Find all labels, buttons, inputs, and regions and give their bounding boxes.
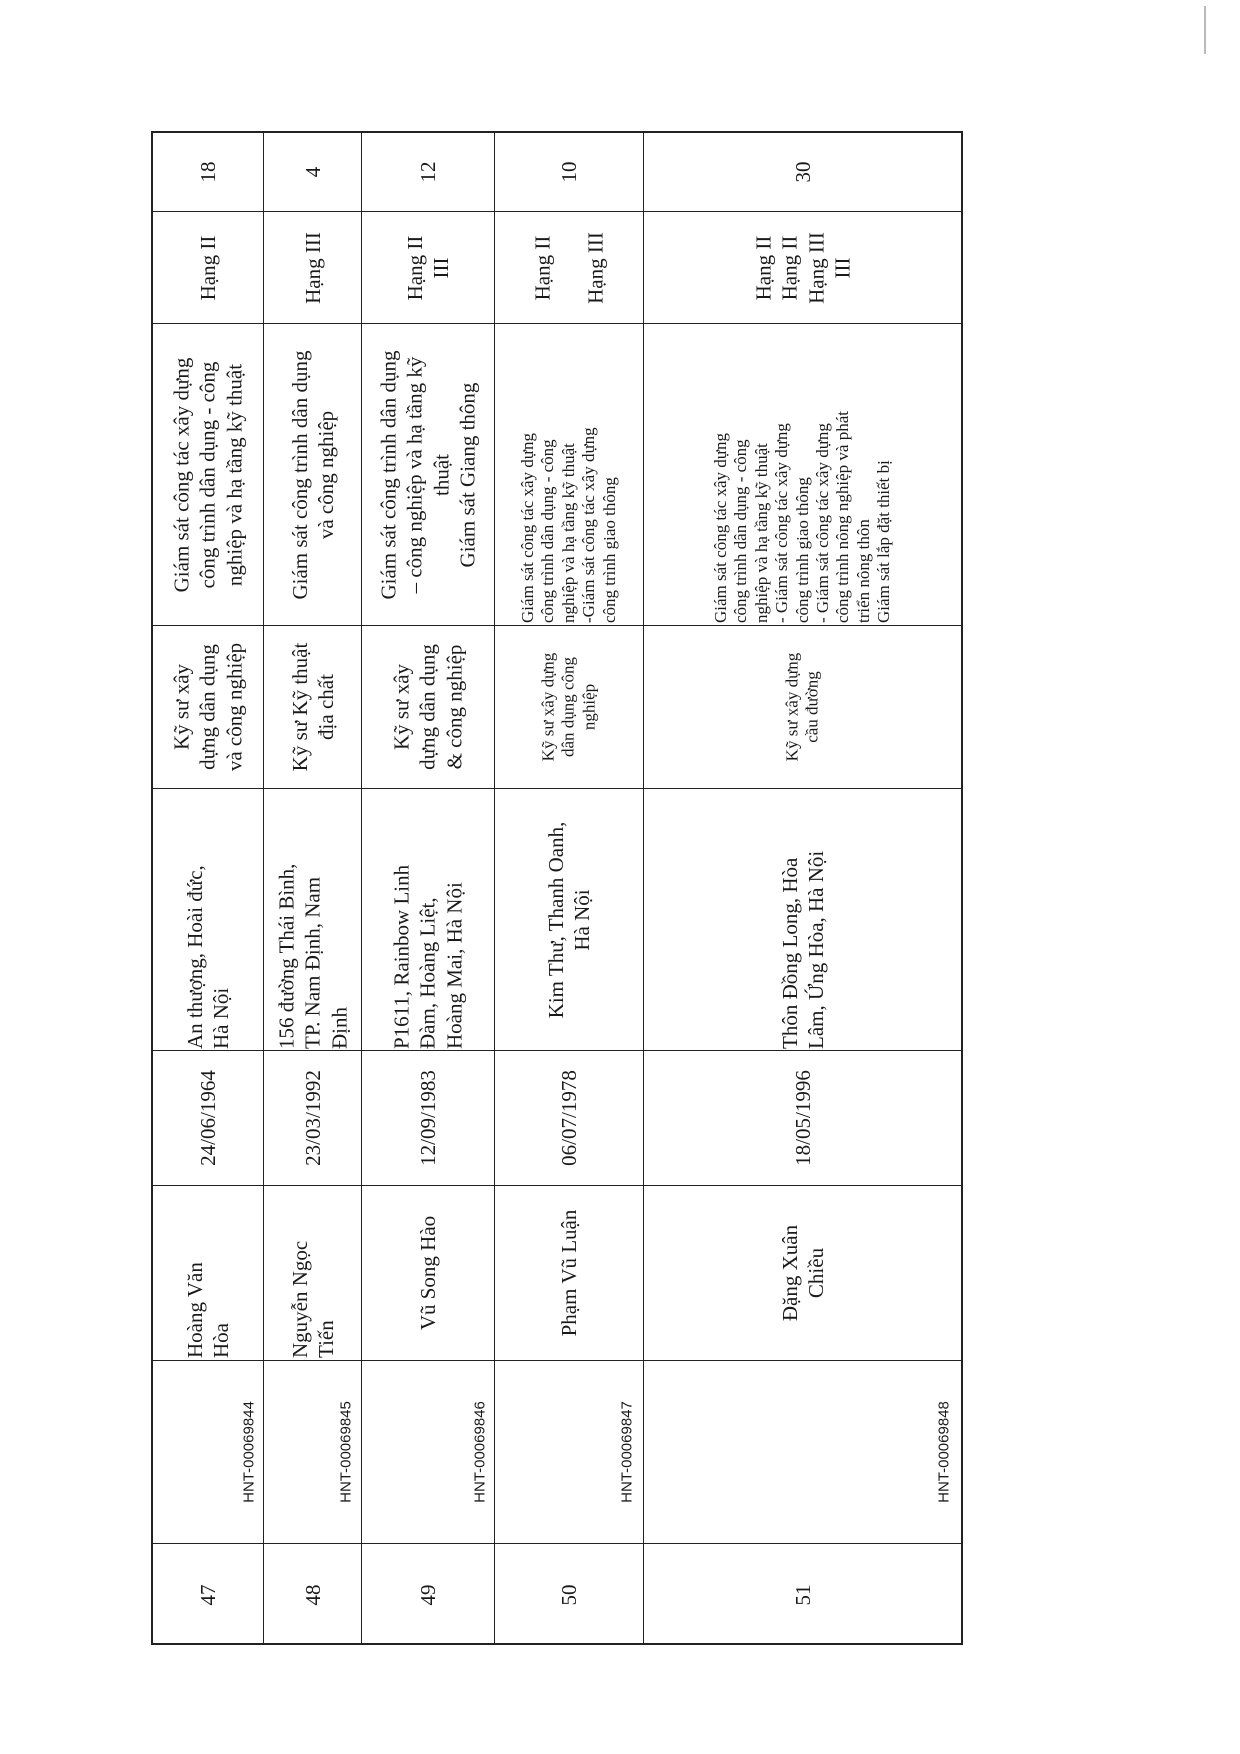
code-cell: [153, 1360, 263, 1543]
name-text: Đặng Xuân Chiều: [777, 1224, 828, 1322]
dob-text: 18/05/1996: [790, 1070, 815, 1166]
rank-cell: [495, 211, 643, 323]
address-text: An thượng, Hoài đức, Hà Nội: [182, 864, 233, 1049]
stt-cell: [153, 1543, 263, 1645]
rank-cell: [362, 211, 494, 323]
field-text: Giám sát công trình dân dụng – công nghiệp và hạ tầng kỹ thuật Giám sát Giang thông: [376, 349, 480, 600]
degree-cell: [495, 625, 643, 788]
dob-text: 24/06/1964: [195, 1070, 220, 1166]
degree-text: Kỹ sư xây dựng dân dụng và công nghiệp: [169, 642, 247, 772]
years-text: 18: [195, 161, 220, 183]
address-cell: [264, 788, 361, 1050]
rank-text: Hạng II Hạng II Hạng III III: [751, 231, 854, 304]
rank-text: Hạng II Hạng III: [530, 231, 608, 304]
stt-cell: [264, 1543, 361, 1645]
degree-text: Kỹ sư xây dựng dân dụng công nghiệp: [538, 652, 599, 762]
stt-text: 51: [790, 1584, 815, 1605]
address-text: Kim Thư, Thanh Oanh, Hà Nội: [543, 821, 594, 1018]
name-text: Nguyễn Ngọc Tiến: [287, 1240, 338, 1358]
table-row: [495, 133, 644, 1643]
name-cell: [495, 1185, 643, 1360]
field-text: Giám sát công tác xây dựng công trình dân dụng - công nghiệp và hạ tầng kỹ thuật -Giám sát công tác xây dựng công trình giao thông: [518, 426, 619, 623]
field-cell: [644, 323, 961, 625]
dob-cell: [264, 1050, 361, 1185]
name-text: Hoàng Văn Hòa: [182, 1262, 233, 1358]
rank-cell: [264, 211, 361, 323]
table-row: [362, 133, 495, 1643]
field-cell: [362, 323, 494, 625]
stt-text: 48: [300, 1584, 325, 1605]
stt-cell: [495, 1543, 643, 1645]
code-text: HNT-00069845: [338, 1401, 356, 1503]
years-text: 10: [556, 161, 581, 183]
years-text: 12: [415, 161, 440, 183]
field-text: Giám sát công tác xây dựng công trình dân dụng - công nghiệp và hạ tầng kỹ thuật: [169, 357, 247, 592]
rank-text: Hạng II III: [402, 235, 453, 300]
code-text: HNT-00069846: [471, 1401, 489, 1503]
degree-cell: [264, 625, 361, 788]
dob-cell: [644, 1050, 961, 1185]
address-cell: [153, 788, 263, 1050]
name-text: Vũ Song Hào: [415, 1215, 440, 1331]
table-row: [264, 133, 362, 1643]
dob-text: 12/09/1983: [415, 1070, 440, 1166]
stt-cell: [644, 1543, 961, 1645]
field-text: Giám sát công tác xây dựng công trình dân dụng - công nghiệp và hạ tầng kỹ thuật - Giám sát công tác xây dựng công trình giao thông - Giám sát công tác xây dựng công trình nông nghiệp và phát triển nông thôn Giám sát lắp đặt thiết bị: [710, 410, 893, 623]
name-cell: [153, 1185, 263, 1360]
code-cell: [644, 1360, 961, 1543]
dob-cell: [362, 1050, 494, 1185]
stt-text: 49: [415, 1584, 440, 1605]
years-text: 4: [300, 166, 325, 178]
code-cell: [264, 1360, 361, 1543]
code-cell: [362, 1360, 494, 1543]
address-text: 156 đường Thái Bình, TP. Nam Định, Nam Định: [274, 863, 351, 1049]
rank-cell: [153, 211, 263, 323]
years-cell: [153, 133, 263, 211]
scan-mark: [1204, 6, 1206, 54]
address-cell: [362, 788, 494, 1050]
field-cell: [264, 323, 361, 625]
dob-text: 06/07/1978: [556, 1070, 581, 1166]
table-row: [153, 133, 264, 1643]
address-cell: [644, 788, 961, 1050]
address-text: P1611, Rainbow Linh Đàm, Hoàng Liệt, Hoàng Mai, Hà Nội: [389, 864, 467, 1049]
field-cell: [495, 323, 643, 625]
degree-text: Kỹ sư xây dựng cầu đường: [782, 652, 822, 762]
dob-cell: [495, 1050, 643, 1185]
name-cell: [362, 1185, 494, 1360]
rank-text: Hạng II: [195, 235, 220, 300]
name-text: Phạm Vũ Luận: [556, 1209, 581, 1337]
field-text: Giám sát công trình dân dụng và công nghiệp: [287, 349, 338, 600]
name-cell: [264, 1185, 361, 1360]
dob-text: 23/03/1992: [300, 1070, 325, 1166]
code-cell: [495, 1360, 643, 1543]
code-text: HNT-00069848: [935, 1401, 953, 1503]
degree-text: Kỹ sư xây dựng dân dụng & công nghiệp: [389, 644, 467, 770]
years-cell: [264, 133, 361, 211]
rank-cell: [644, 211, 961, 323]
degree-text: Kỹ sư Kỹ thuật địa chất: [287, 642, 338, 772]
address-cell: [495, 788, 643, 1050]
table-row: [644, 133, 961, 1643]
rank-text: Hạng III: [300, 231, 325, 304]
dob-cell: [153, 1050, 263, 1185]
degree-cell: [362, 625, 494, 788]
stt-cell: [362, 1543, 494, 1645]
name-cell: [644, 1185, 961, 1360]
years-cell: [495, 133, 643, 211]
years-cell: [362, 133, 494, 211]
stt-text: 47: [195, 1584, 220, 1605]
years-cell: [644, 133, 961, 211]
records-table: [151, 131, 963, 1645]
code-text: HNT-00069844: [240, 1401, 258, 1503]
stt-text: 50: [556, 1584, 581, 1605]
code-text: HNT-00069847: [618, 1401, 636, 1503]
address-text: Thôn Đồng Long, Hòa Lâm, Ứng Hòa, Hà Nội: [777, 850, 828, 1049]
degree-cell: [644, 625, 961, 788]
years-text: 30: [790, 161, 815, 183]
degree-cell: [153, 625, 263, 788]
field-cell: [153, 323, 263, 625]
